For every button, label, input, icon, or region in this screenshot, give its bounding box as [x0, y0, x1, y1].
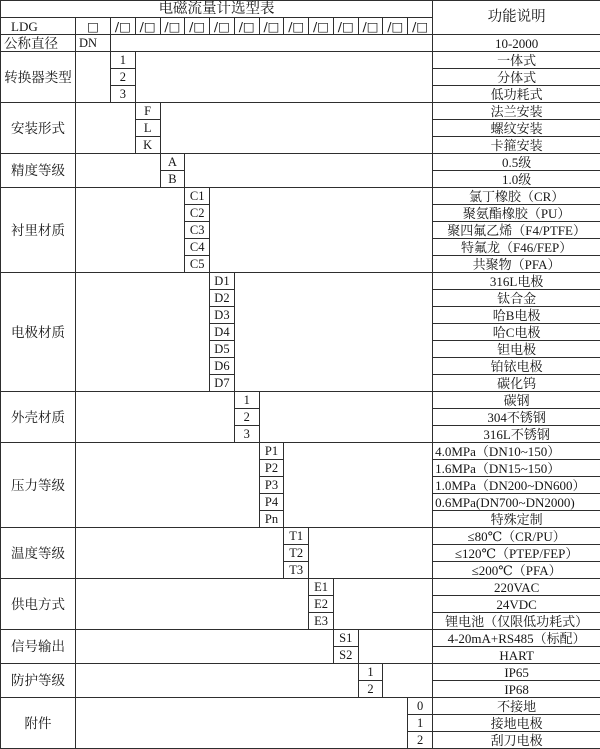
- spacer-cell: [333, 579, 432, 630]
- code-cell: T3: [284, 562, 309, 579]
- desc-cell: 法兰安装: [433, 103, 600, 120]
- desc-cell: 一体式: [433, 52, 600, 69]
- desc-cell: 碳钢: [433, 392, 600, 409]
- code-cell: P4: [259, 494, 284, 511]
- function-column-header: 功能说明: [433, 1, 600, 35]
- desc-cell: 铂铱电极: [433, 358, 600, 375]
- code-cell: P3: [259, 477, 284, 494]
- desc-cell: HART: [433, 647, 600, 664]
- desc-cell: 24VDC: [433, 596, 600, 613]
- desc-cell: 刮刀电极: [433, 732, 600, 749]
- code-cell: E3: [309, 613, 334, 630]
- code-cell: C2: [185, 205, 210, 222]
- spacer-cell: [234, 273, 432, 392]
- group-label: 外壳材质: [1, 392, 76, 443]
- code-cell: D6: [210, 358, 235, 375]
- desc-cell: 氯丁橡胶（CR）: [433, 188, 600, 205]
- desc-cell: 哈C电极: [433, 324, 600, 341]
- desc-cell: 锂电池（仅限低功耗式）: [433, 613, 600, 630]
- model-slot: /□: [358, 18, 383, 35]
- code-cell: 1: [408, 715, 433, 732]
- code-cell: D4: [210, 324, 235, 341]
- spacer-cell: [284, 443, 433, 528]
- group-label: 压力等级: [1, 443, 76, 528]
- model-slot: /□: [284, 18, 309, 35]
- model-slot: /□: [135, 18, 160, 35]
- spacer-cell: [76, 103, 136, 154]
- spacer-cell: [76, 528, 284, 579]
- code-cell: D2: [210, 290, 235, 307]
- spacer-cell: [111, 35, 433, 52]
- desc-cell: 碳化钨: [433, 375, 600, 392]
- model-slot: /□: [234, 18, 259, 35]
- model-slot: /□: [309, 18, 334, 35]
- spacer-cell: [76, 630, 334, 664]
- desc-cell: 卡箍安装: [433, 137, 600, 154]
- spacer-cell: [210, 188, 433, 273]
- code-cell: 2: [234, 409, 259, 426]
- model-slot: /□: [333, 18, 358, 35]
- code-cell: C3: [185, 222, 210, 239]
- model-slot: /□: [408, 18, 433, 35]
- code-cell: F: [135, 103, 160, 120]
- desc-cell: 10-2000: [433, 35, 600, 52]
- group-label: 转换器类型: [1, 52, 76, 103]
- code-cell: 2: [408, 732, 433, 749]
- spacer-cell: [160, 103, 433, 154]
- code-cell: 3: [111, 86, 136, 103]
- code-cell: S2: [333, 647, 358, 664]
- desc-cell: 不接地: [433, 698, 600, 715]
- desc-cell: ≤80℃（CR/PU）: [433, 528, 600, 545]
- spacer-cell: [76, 664, 359, 698]
- desc-cell: 哈B电极: [433, 307, 600, 324]
- desc-cell: 4.0MPa（DN10~150）: [433, 443, 600, 460]
- spacer-cell: [76, 698, 408, 749]
- desc-cell: 聚四氟乙烯（F4/PTFE）: [433, 222, 600, 239]
- table-title: 电磁流量计选型表: [1, 1, 433, 18]
- desc-cell: 1.0MPa（DN200~DN600）: [433, 477, 600, 494]
- desc-cell: 304不锈钢: [433, 409, 600, 426]
- spacer-cell: [76, 273, 210, 392]
- desc-cell: 共聚物（PFA）: [433, 256, 600, 273]
- group-label: 信号输出: [1, 630, 76, 664]
- desc-cell: 钽电极: [433, 341, 600, 358]
- spacer-cell: [76, 154, 161, 188]
- spacer-cell: [383, 664, 433, 698]
- group-label: 电极材质: [1, 273, 76, 392]
- model-slot: /□: [111, 18, 136, 35]
- spacer-cell: [76, 392, 235, 443]
- group-label: 供电方式: [1, 579, 76, 630]
- model-slot: /□: [210, 18, 235, 35]
- code-cell: 1: [111, 52, 136, 69]
- spacer-cell: [76, 443, 260, 528]
- group-label: 温度等级: [1, 528, 76, 579]
- code-cell: 2: [358, 681, 383, 698]
- desc-cell: 钛合金: [433, 290, 600, 307]
- code-cell: D7: [210, 375, 235, 392]
- code-cell: T1: [284, 528, 309, 545]
- desc-cell: 316L不锈钢: [433, 426, 600, 443]
- group-label: 安装形式: [1, 103, 76, 154]
- desc-cell: IP68: [433, 681, 600, 698]
- code-cell: 1: [358, 664, 383, 681]
- code-cell: C5: [185, 256, 210, 273]
- code-cell: S1: [333, 630, 358, 647]
- spacer-cell: [309, 528, 433, 579]
- code-cell: 3: [234, 426, 259, 443]
- code-cell: P1: [259, 443, 284, 460]
- code-cell: C4: [185, 239, 210, 256]
- desc-cell: 特氟龙（F46/FEP）: [433, 239, 600, 256]
- code-cell: A: [160, 154, 185, 171]
- desc-cell: IP65: [433, 664, 600, 681]
- code-cell: E2: [309, 596, 334, 613]
- desc-cell: 低功耗式: [433, 86, 600, 103]
- desc-cell: 4-20mA+RS485（标配）: [433, 630, 600, 647]
- code-cell: C1: [185, 188, 210, 205]
- desc-cell: ≤200℃（PFA）: [433, 562, 600, 579]
- model-slot: /□: [383, 18, 408, 35]
- spacer-cell: [76, 52, 111, 103]
- model-slot: /□: [160, 18, 185, 35]
- code-cell: DN: [76, 35, 111, 52]
- model-prefix: LDG: [1, 18, 76, 35]
- desc-cell: 分体式: [433, 69, 600, 86]
- desc-cell: 特殊定制: [433, 511, 600, 528]
- code-cell: L: [135, 120, 160, 137]
- desc-cell: 0.6MPa(DN700~DN2000): [433, 494, 600, 511]
- spacer-cell: [76, 579, 309, 630]
- desc-cell: 220VAC: [433, 579, 600, 596]
- desc-cell: 316L电极: [433, 273, 600, 290]
- code-cell: Pn: [259, 511, 284, 528]
- group-label: 附件: [1, 698, 76, 749]
- group-label: 防护等级: [1, 664, 76, 698]
- code-cell: 0: [408, 698, 433, 715]
- code-cell: E1: [309, 579, 334, 596]
- model-slot: /□: [185, 18, 210, 35]
- code-cell: P2: [259, 460, 284, 477]
- code-cell: D5: [210, 341, 235, 358]
- spacer-cell: [358, 630, 432, 664]
- code-cell: 1: [234, 392, 259, 409]
- code-cell: 2: [111, 69, 136, 86]
- code-cell: K: [135, 137, 160, 154]
- model-box: □: [76, 18, 111, 35]
- code-cell: D1: [210, 273, 235, 290]
- code-cell: T2: [284, 545, 309, 562]
- desc-cell: 0.5级: [433, 154, 600, 171]
- spacer-cell: [135, 52, 432, 103]
- group-label: 精度等级: [1, 154, 76, 188]
- group-label: 衬里材质: [1, 188, 76, 273]
- group-label: 公称直径: [1, 35, 76, 52]
- code-cell: B: [160, 171, 185, 188]
- desc-cell: 接地电极: [433, 715, 600, 732]
- model-slot: /□: [259, 18, 284, 35]
- desc-cell: 聚氨酯橡胶（PU）: [433, 205, 600, 222]
- spacer-cell: [185, 154, 433, 188]
- code-cell: D3: [210, 307, 235, 324]
- desc-cell: 1.0级: [433, 171, 600, 188]
- desc-cell: 螺纹安装: [433, 120, 600, 137]
- desc-cell: ≤120℃（PTEP/FEP）: [433, 545, 600, 562]
- spacer-cell: [76, 188, 185, 273]
- spacer-cell: [259, 392, 433, 443]
- desc-cell: 1.6MPa（DN15~150）: [433, 460, 600, 477]
